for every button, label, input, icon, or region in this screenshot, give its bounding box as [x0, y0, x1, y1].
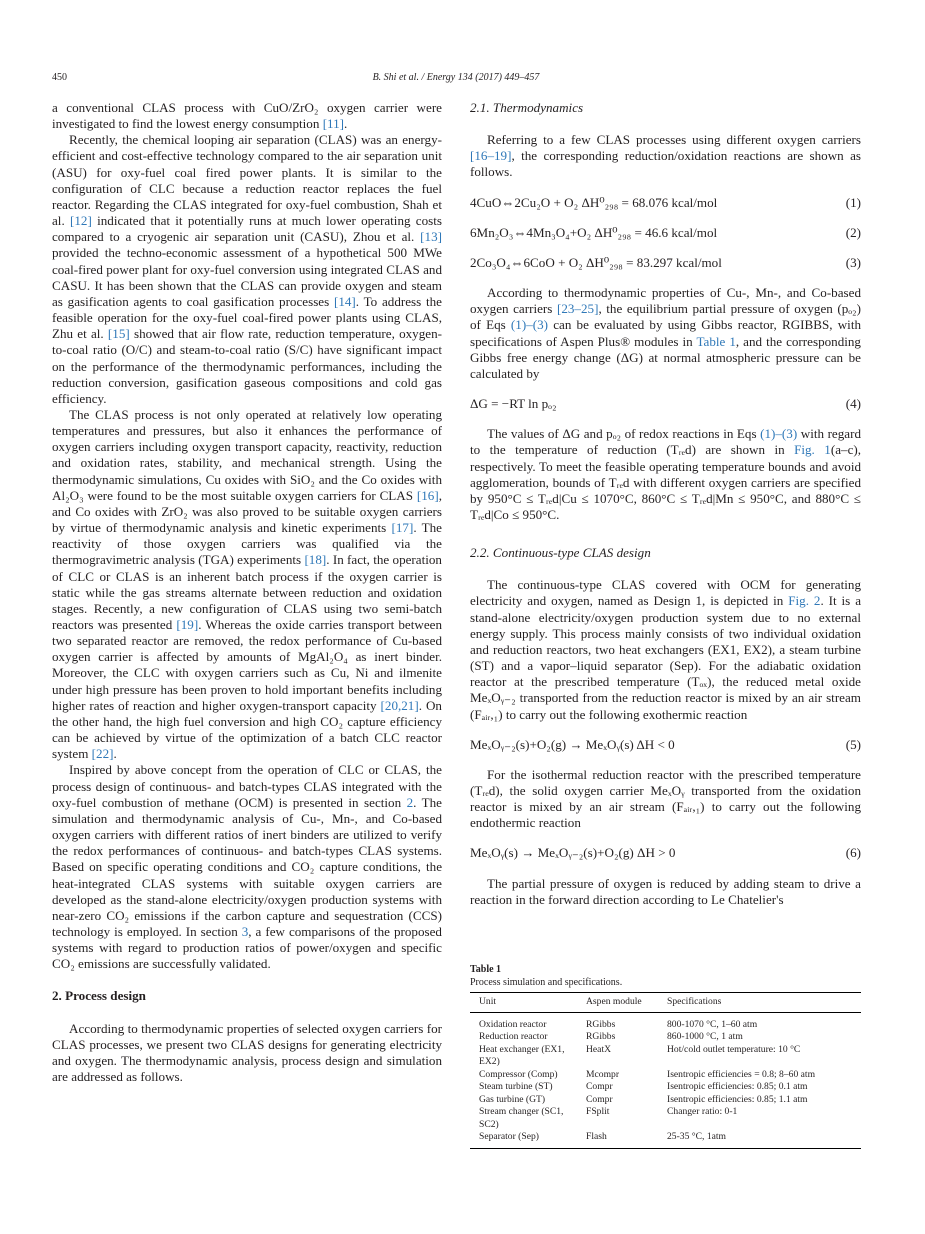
- paragraph: The values of ΔG and pₒ₂ of redox reactions in Eqs (1)–(3) with regard to the temperature of reduction (Tᵣₑd) are shown in Fig. 1(a–c), respectively. To meet the feasible operating temperature bounds and avoid agglomeration, bounds of Tᵣₑd with different oxygen carriers are specified by 950°C ≤ Tᵣₑd|Cu ≤ 1070°C, 860°C ≤ Tᵣₑd|Mn ≤ 950°C, and 880°C ≤ Tᵣₑd|Co ≤ 950°C.: [470, 426, 862, 522]
- citation-link[interactable]: [19]: [176, 617, 199, 632]
- citation-link[interactable]: [13]: [420, 229, 442, 245]
- equation-number: (3): [845, 254, 861, 270]
- table-cell: Steam turbine (ST): [479, 1081, 553, 1092]
- table-header-row: [470, 993, 861, 1013]
- page-number: 450: [52, 72, 67, 83]
- paragraph: The CLAS process is not only operated at relatively low operating temperatures and pressures, but also it enhances the performance of oxygen carriers including oxygen transport capacity, reactivity, reduction and oxidation rates, stability, and mechanical strength. Using the thermodynamic simulations, Cu oxides with SiO₂ and the Co oxides with Al₂O₃ were found to be the most suitable oxygen carriers for CLAS [16], and Co oxides with ZrO₂ was also proved to be suitable oxygen carriers by virtue of thermodynamic analysis and kinetic experiments [17]. The reactivity of those oxygen carriers was qualified via the thermogravimetric analysis (TGA) experiments [18]. In fact, the operation of CLC or CLAS is an inherent batch process if the oxygen carrier is static while the gas streams alternate between reduction and oxidation stages. Recently, a new configuration of CLAS using two semi-batch reactors was presented [19]. Whereas the oxide carries transport between two separated reactor are removed, the redox performance of Cu-based oxygen carrier is affected by amounts of MgAl₂O₄ as inert binder. Moreover, the CLC with oxygen carriers such as Cu, Ni and ilmenite under high pressure has been proven to hold important benefits including higher rates of reaction and higher oxygen-transport capacity [20,21]. On the other hand, the high fuel conversion and high CO₂ capture efficiency can be achieved by virtue of the optimization of a batch CLC reactor system [22].: [52, 406, 443, 762]
- section-link[interactable]: 3: [241, 923, 249, 939]
- table-cell: 25-35 °C, 1atm: [658, 1131, 861, 1148]
- right-column: [470, 100, 861, 908]
- column-header: Specifications: [658, 993, 861, 1013]
- table-row: [470, 1106, 861, 1131]
- table-cell: Mcompr: [586, 1068, 620, 1080]
- table-cell: Compr: [586, 1093, 613, 1105]
- table-row: [470, 1094, 861, 1107]
- table-cell: Hot/cold outlet temperature: 10 °C: [667, 1043, 801, 1055]
- equation-link[interactable]: (1)–(3): [510, 317, 549, 333]
- table-link[interactable]: Table 1: [696, 333, 736, 349]
- table-cell: Gas turbine (GT): [479, 1093, 546, 1105]
- section-heading: 2. Process design: [52, 988, 146, 1004]
- table-row: [470, 1031, 861, 1044]
- table-cell: 860-1000 °C, 1 atm: [667, 1031, 743, 1042]
- table-caption-text: Process simulation and specifications.: [470, 977, 623, 988]
- equation-number: (2): [845, 224, 861, 240]
- paragraph: The continuous-type CLAS covered with OCM for generating electricity and oxygen, named as Design 1, is depicted in Fig. 2. It is a stand-alone electricity/oxygen production system due to no external energy supply. This process mainly consists of two individual oxidation and reduction reactors, two heat exchangers (EX1, EX2), a steam turbine (ST) and a vapor–liquid separator (Sep). For the adiabatic oxidation reactor at the prescribed temperature (Tₒₓ), the reduced metal oxide MeₓOᵧ₋₂ transported from the reduction reactor is mixed by an air stream (Fₐᵢᵣ,₁) to carry out the following exothermic reaction: [470, 577, 861, 722]
- table-cell: Compressor (Comp): [479, 1068, 558, 1080]
- figure-link[interactable]: Fig. 2: [788, 593, 821, 609]
- citation-link[interactable]: [15]: [107, 326, 130, 342]
- running-header: [52, 72, 860, 88]
- equation-number: (1): [845, 194, 861, 210]
- equation-number: (5): [845, 736, 861, 752]
- table-caption: [470, 963, 861, 989]
- citation-link[interactable]: [18]: [304, 552, 327, 568]
- citation-link[interactable]: [12]: [70, 213, 92, 229]
- paragraph: a conventional CLAS process with CuO/ZrO₂ oxygen carrier were investigated to find the lowest energy consumption [11].: [52, 100, 442, 132]
- citation-link[interactable]: [20,21]: [380, 697, 419, 713]
- table-cell: HeatX: [586, 1043, 612, 1055]
- paragraph: According to thermodynamic properties of Cu-, Mn-, and Co-based oxygen carriers [23–25], the equilibrium partial pressure of oxygen (pₒ₂) of Eqs (1)–(3) can be evaluated by using Gibbs reactor, RGIBBS, with specifications of Aspen Plus® modules in Table 1, and the corresponding Gibbs free energy change (ΔG) at normal atmospheric pressure can be calculated by: [470, 285, 862, 381]
- table-cell: Oxidation reactor: [479, 1018, 547, 1030]
- table-label: Table 1: [470, 964, 502, 975]
- equation-3: 2Co₃O₄⇔6CoO + O₂ ΔH⁰₂₉₈ = 83.297 kcal/mol (3): [470, 254, 861, 270]
- equation-6: MeₓOᵧ(s) → MeₓOᵧ₋₂(s)+O₂(g) ΔH > 0 (6): [470, 845, 861, 861]
- subsection-heading: 2.1. Thermodynamics: [470, 100, 584, 115]
- paragraph: Recently, the chemical looping air separation (CLAS) was an energy-efficient and cost-effective technology compared to the air separation unit (ASU) for oxy-fuel coal fired power plants. It is similar to the configuration of CLC because a reduction reactor replaces the fuel reactor. Regarding the CLAS integrated for oxy-fuel combustion, Shah et al. [12] indicated that it potentially runs at much lower operating costs compared to a cryogenic air separation unit (CASU), Zhou et al. [13] provided the techno-economic assessment of a hypothetical 500 MWe coal-fired power plant for oxy-fuel conversion using integrated CLAS and CASU. It has been shown that the CLAS can provide oxygen and steam as gasification agents to coal gasification processes [14]. To address the feasible operation for the oxy-fuel coal-fired power plants using CLAS, Zhu et al. [15] showed that air flow rate, reduction temperature, oxygen-to-coal ratio (O/C) and steam-to-coal ratio (S/C) have significant impact on the performance of the thermodynamic performances, including the reduction conversion, gasification gaseous compositions and cold gas efficiency.: [52, 132, 442, 406]
- figure-link[interactable]: Fig. 1: [794, 442, 831, 458]
- equation-4: ΔG = −RT ln pₒ₂ (4): [470, 396, 861, 412]
- table-row: [470, 1044, 861, 1069]
- paragraph: The partial pressure of oxygen is reduced by adding steam to drive a reaction in the forward direction according to Le Chatelier's: [470, 875, 861, 907]
- citation-link[interactable]: [22]: [91, 746, 114, 762]
- citation-link[interactable]: [11]: [322, 116, 345, 132]
- equation-5: MeₓOᵧ₋₂(s)+O₂(g) → MeₓOᵧ(s) ΔH < 0 (5): [470, 736, 861, 752]
- column-header: Aspen module: [577, 993, 658, 1013]
- table-cell: Stream changer (SC1, SC2): [479, 1106, 564, 1130]
- table-cell: Reduction reactor: [479, 1031, 548, 1042]
- table-cell: 800-1070 °C, 1–60 atm: [667, 1018, 758, 1030]
- table-row: [470, 1081, 861, 1094]
- section-link[interactable]: 2: [406, 794, 414, 810]
- table-row: [470, 1131, 861, 1148]
- table-cell: Compr: [586, 1081, 613, 1092]
- equation-number: (6): [845, 845, 861, 861]
- column-header: Unit: [470, 993, 577, 1013]
- table-cell: Isentropic efficiencies = 0.8; 8–60 atm: [667, 1068, 816, 1080]
- table-cell: Heat exchanger (EX1, EX2): [479, 1043, 565, 1067]
- table-cell: FSplit: [586, 1106, 610, 1117]
- table-cell: RGibbs: [586, 1018, 616, 1030]
- citation-link[interactable]: [16–19]: [470, 148, 512, 164]
- paragraph: For the isothermal reduction reactor with the prescribed temperature (Tᵣₑd), the solid oxygen carrier MeₓOᵧ transported from the oxidation reactor is mixed by an air stream (Fₐᵢᵣ,₁) to carry out the following endothermic reaction: [470, 766, 861, 831]
- equation-2: 6Mn₂O₃⇔4Mn₃O₄+O₂ ΔH⁰₂₉₈ = 46.6 kcal/mol (2): [470, 224, 861, 240]
- equation-number: (4): [845, 396, 861, 412]
- table-cell: Separator (Sep): [470, 1131, 577, 1148]
- table-cell: Changer ratio: 0-1: [667, 1106, 738, 1117]
- citation-link[interactable]: [14]: [333, 293, 356, 309]
- paragraph: Inspired by above concept from the operation of CLC or CLAS, the process design of continuous- and batch-types CLAS integrated with the oxy-fuel combustion of methane (OCM) is presented in section 2. The simulation and thermodynamic analysis of Cu-, Mn-, and Co-based oxygen carriers with different ratios of inert binders are utilized to verify the redox performances of continuous- and batch-types CLAS systems. Based on specific operating conditions and CO₂ capture conditions, the heat-integrated CLAS systems with suitable oxygen carriers are developed as the stand-alone electricity/oxygen production systems with near-zero CO₂ emissions if the carbon capture and sequestration (CCS) technology is employed. In section 3, a few comparisons of the proposed systems with regard to production ratios of power/oxygen and specific CO₂ emissions are successfully validated.: [52, 762, 442, 972]
- citation-link[interactable]: [16]: [416, 487, 439, 503]
- table-row: [470, 1069, 861, 1082]
- equation-link[interactable]: (1)–(3): [760, 426, 798, 442]
- left-column: [52, 100, 442, 1085]
- table-cell: RGibbs: [586, 1031, 616, 1042]
- paragraph: Referring to a few CLAS processes using different oxygen carriers [16–19], the corresponding reduction/oxidation reactions are shown as follows.: [470, 132, 861, 180]
- citation-link[interactable]: [23–25]: [556, 301, 599, 317]
- specifications-table: [470, 992, 861, 1149]
- paragraph: According to thermodynamic properties of selected oxygen carriers for CLAS processes, we present two CLAS designs for generating electricity and oxygen. The thermodynamic analysis, process design and simulation are addressed as follows.: [52, 1020, 442, 1085]
- journal-citation: B. Shi et al. / Energy 134 (2017) 449–457: [372, 72, 540, 83]
- equation-1: 4CuO⇔2Cu₂O + O₂ ΔH⁰₂₉₈ = 68.076 kcal/mol (1): [470, 194, 861, 210]
- table-row: [470, 1012, 861, 1031]
- subsection-heading: 2.2. Continuous-type CLAS design: [470, 545, 651, 561]
- citation-link[interactable]: [17]: [391, 520, 414, 536]
- table-cell: Isentropic efficiencies: 0.85; 1.1 atm: [667, 1093, 808, 1105]
- table-cell: Isentropic efficiencies: 0.85; 0.1 atm: [667, 1081, 808, 1092]
- table-cell: Flash: [577, 1131, 658, 1148]
